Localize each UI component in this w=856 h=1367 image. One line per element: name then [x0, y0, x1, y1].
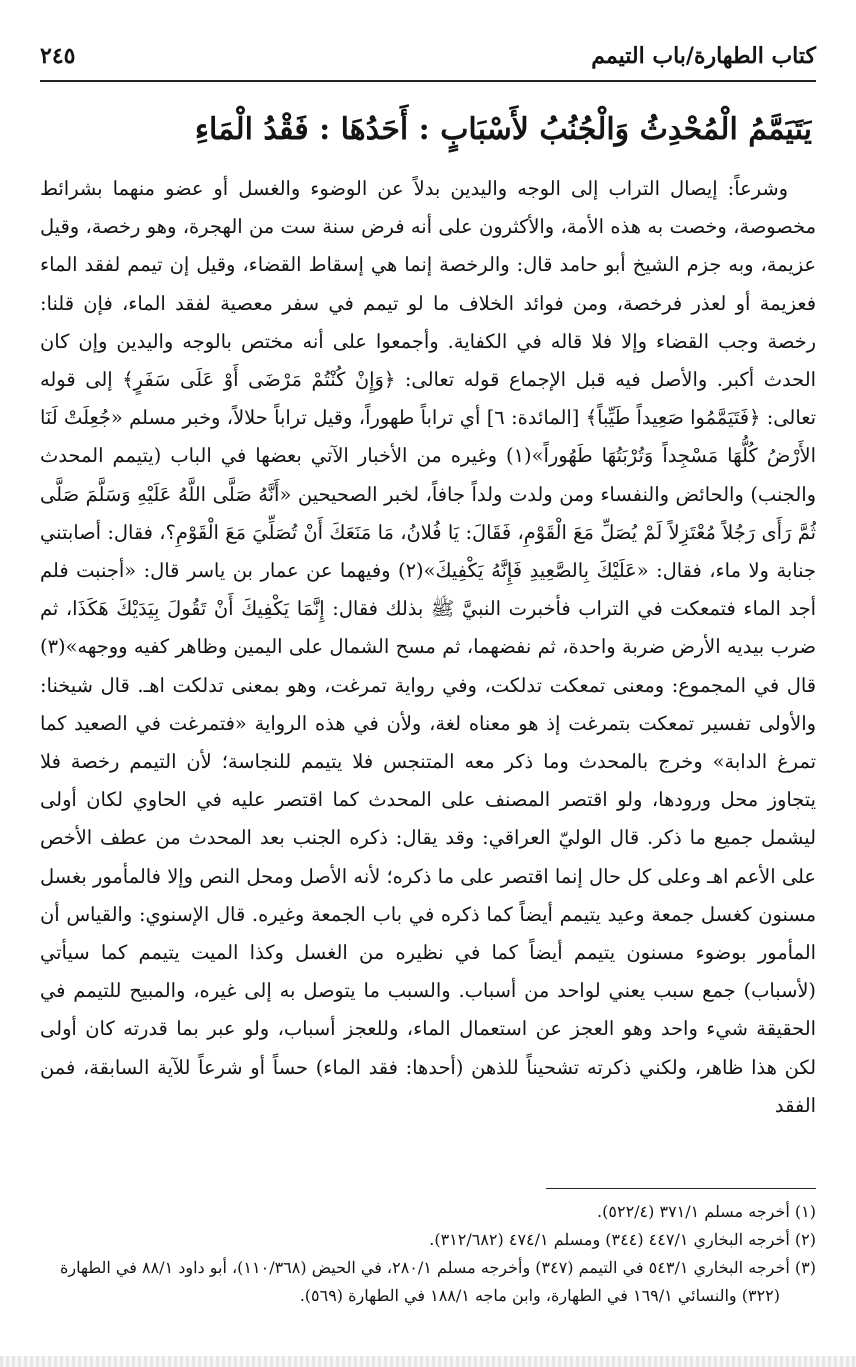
footnote-divider	[546, 1188, 816, 1189]
footnote-1: (١) أخرجه مسلم ٣٧١/١ (٥٢٢/٤).	[597, 1202, 816, 1221]
page-number: ٢٤٥	[40, 43, 76, 69]
commentary-body	[40, 170, 816, 1160]
page-header	[40, 36, 816, 76]
footnotes	[40, 1198, 816, 1322]
footnote-3: (٣) أخرجه البخاري ٥٤٣/١ في التيمم (٣٤٧) وأخرجه مسلم ٢٨٠/١، في الحيض (١١٠/٣٦٨)، أبو داود ٨٨/١ في الطهارة (٣٢٢) والنسائي ١٦٩/١ في الطهارة، وابن ماجه ١٨٨/١ في الطهارة (٥٦٩).	[60, 1258, 816, 1305]
running-title: كتاب الطهارة/باب التيمم	[591, 43, 816, 69]
commentary-paragraph: وشرعاً: إيصال التراب إلى الوجه واليدين بدلاً عن الوضوء والغسل أو عضو منهما بشرائط مخصوصة، وخصت به هذه الأمة، والأكثرون على أنه فرض سنة ست من الهجرة، وهو رخصة، وقيل عزيمة، وبه جزم الشيخ أبو حامد قال: والرخصة إنما هي إسقاط القضاء، وقيل إن تيمم لفقد الماء فعزيمة أو لعذر فرخصة، ومن فوائد الخلاف ما لو تيمم في سفر معصية لفقد الماء، فإن قلنا: رخصة وجب القضاء وإلا فلا قاله في الكفاية. وأجمعوا على أنه مختص بالوجه واليدين وإن كان الحدث أكبر. والأصل فيه قبل الإجماع قوله تعالى: ﴿وَإِنْ كُنْتُمْ مَرْضَى أَوْ عَلَى سَفَرٍ﴾ إلى قوله تعالى: ﴿فَتَيَمَّمُوا صَعِيداً طَيِّباً﴾ [المائدة: ٦] أي تراباً طهوراً، وقيل تراباً حلالاً، وخبر مسلم «جُعِلَتْ لَنَا الأَرْضُ كُلُّهَا مَسْجِداً وَتُرْبَتُهَا طَهُوراً»(١) وغيره من الأخبار الآتي بعضها في الباب (يتيمم المحدث والجنب) والحائض والنفساء ومن ولدت ولداً جافاً، لخبر الصحيحين «أَنَّهُ صَلَّى اللَّهُ عَلَيْهِ وَسَلَّمَ صَلَّى ثُمَّ رَأَى رَجُلاً مُعْتَزِلاً لَمْ يُصَلِّ مَعَ الْقَوْمِ، فَقَالَ: يَا فُلانُ، مَا مَنَعَكَ أَنْ تُصَلِّيَ مَعَ الْقَوْمِ؟، فقال: أصابتني جنابة ولا ماء، فقال: «عَلَيْكَ بِالصَّعِيدِ فَإِنَّهُ يَكْفِيكَ»(٢) وفيهما عن عمار بن ياسر قال: «أجنبت فلم أجد الماء فتمعكت في التراب فأخبرت النبيَّ ﷺ بذلك فقال: إِنَّمَا يَكْفِيكَ أَنْ تَقُولَ بِيَدَيْكَ هَكَذَا، ثم ضرب بيديه الأرض ضربة واحدة، ثم نفضهما، ثم مسح الشمال على اليمين وظاهر كفيه ووجهه»(٣) قال في المجموع: ومعنى تمعكت تدلكت، وفي رواية تمرغت، وهو بمعنى تدلكت اهـ. قال شيخنا: والأولى تفسير تمعكت بتمرغت إذ هو معناه لغة، ولأن في هذه الرواية «فتمرغت في الصعيد كما تمرغ الدابة» وخرج بالمحدث وما ذكر معه المتنجس فلا يتيمم للنجاسة؛ لأن التيمم رخصة فلا يتجاوز محل ورودها، ولو اقتصر المصنف على المحدث كما اقتصر عليه في الحاوي لكان أولى ليشمل جميع ما ذكر. قال الوليّ العراقي: وقد يقال: ذكره الجنب بعد المحدث من عطف الأخص على الأعم اهـ وعلى كل حال إنما اقتصر على ما ذكره؛ لأنه الأصل ومحل النص وإلا فالمأمور بغسل مسنون كغسل جمعة وعيد يتيمم أيضاً كما ذكره في باب الجمعة وغيره. قال الإسنوي: والقياس أن المأمور بوضوء مسنون يتيمم أيضاً كما في نظيره من الغسل وكذا الميت يتيمم كما سيأتي (لأسباب) جمع سبب يعني لواحد من أسباب. والسبب ما يتوصل به إلى غيره، والمبيح للتيمم في الحقيقة شيء واحد وهو العجز عن استعمال الماء، وللعجز أسباب، ولو عبر بما قدرته كان أولى لكن هذا ظاهر، ولكني ذكرته تشحيناً للذهن (أحدها: فقد الماء) حساً أو شرعاً للآية السابقة، فمن الفقد	[40, 177, 816, 1117]
footnote-2: (٢) أخرجه البخاري ٤٤٧/١ (٣٤٤) ومسلم ٤٧٤/١ (٣١٢/٦٨٢).	[429, 1230, 816, 1249]
matn-heading: يَتَيَمَّمُ الْمُحْدِثُ وَالْجُنُبُ لأَسْبَابٍ : أَحَدُهَا : فَقْدُ الْمَاءِ	[194, 112, 812, 147]
header-divider	[40, 80, 816, 82]
scan-edge-band	[0, 1356, 856, 1367]
